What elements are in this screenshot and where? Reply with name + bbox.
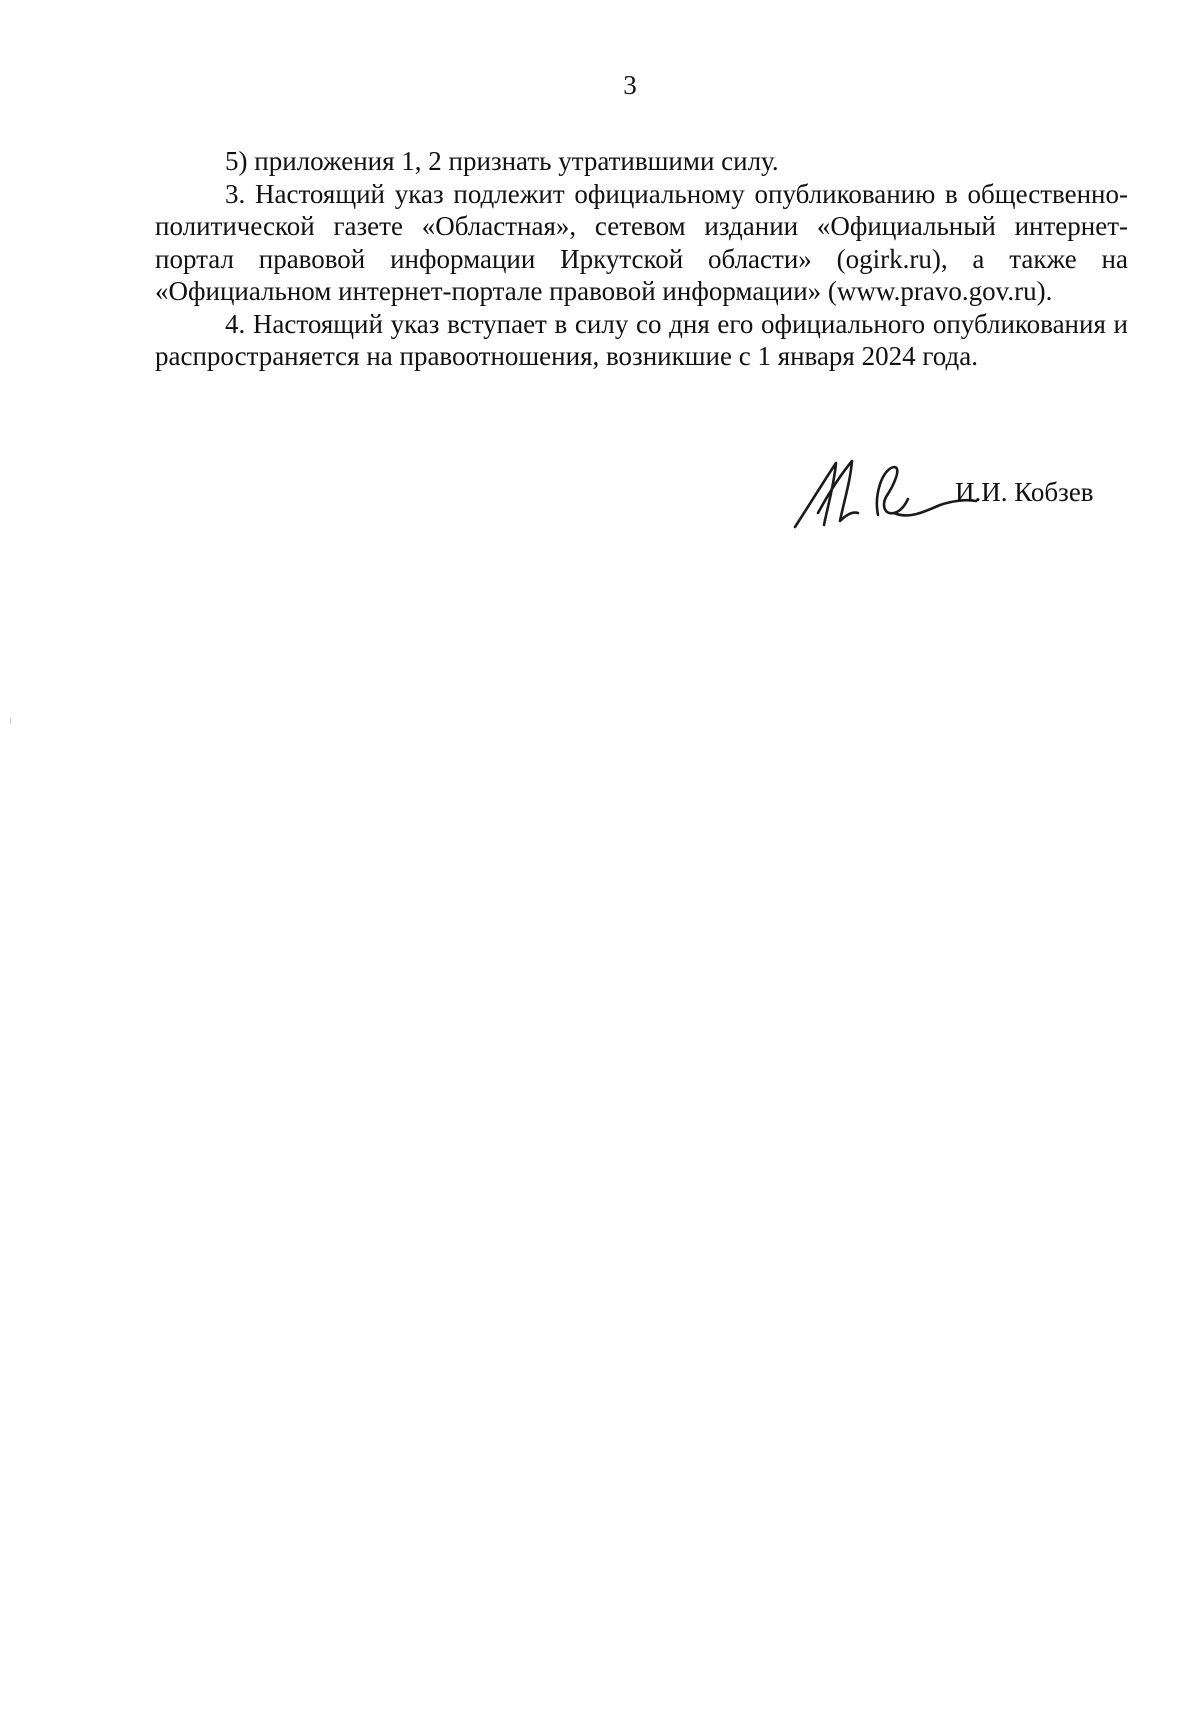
paragraph-clause-3: 3. Настоящий указ подлежит официальному опубликованию в общественно-политической газете «Областная», сетевом издании «Официальный интернет-портал правовой информации Иркутской области» (ogirk.ru), а также на «Официальном интернет-портале правовой информации» (www.pravo.gov.ru). xyxy=(155,178,1128,306)
paragraph-item-5: 5) приложения 1, 2 признать утратившими силу. xyxy=(225,146,779,176)
scan-edge-mark xyxy=(10,718,11,724)
signer-name: И.И. Кобзев xyxy=(955,477,1094,507)
signature-block xyxy=(790,455,1130,545)
document-body xyxy=(155,145,1128,373)
page-number: 3 xyxy=(623,70,637,100)
paragraph-clause-4: 4. Настоящий указ вступает в силу со дня его официального опубликования и распространяется на правоотношения, возникшие с 1 января 2024 года. xyxy=(155,308,1128,371)
handwritten-signature xyxy=(790,455,980,545)
